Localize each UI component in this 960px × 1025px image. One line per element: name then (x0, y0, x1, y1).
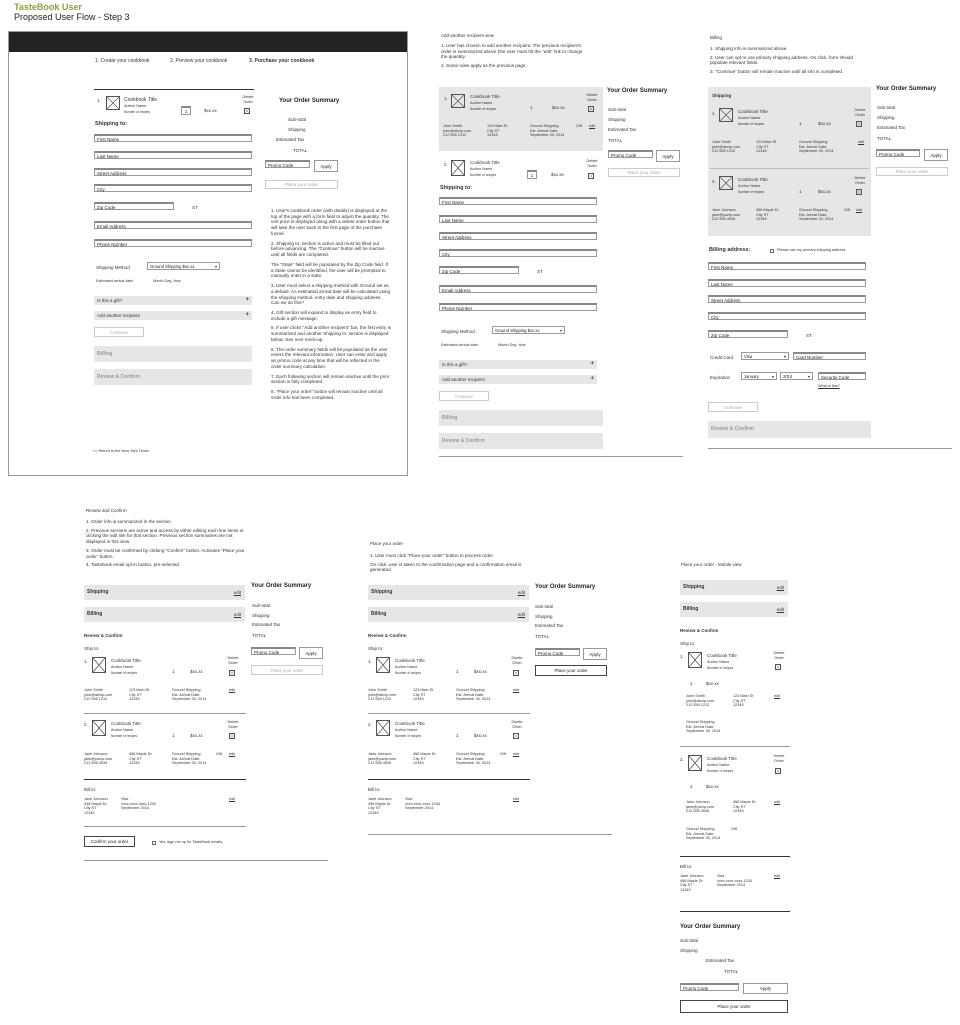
edit-link[interactable]: edit (229, 752, 236, 756)
add-recipient-accordion[interactable]: Add another recipient + (94, 311, 252, 320)
card-number-field[interactable]: Card Number (793, 352, 866, 360)
author-name: Author Name (124, 104, 147, 108)
shipping-to-heading: Shipping to: (95, 121, 128, 127)
order-summary-title: Your Order Summary (279, 98, 340, 104)
review-confirm-section[interactable]: Review & Confirm (439, 433, 603, 449)
top-nav-bar (9, 32, 407, 52)
delete-order-icon[interactable] (775, 664, 781, 670)
panel2-heading: Add another recipient view (441, 33, 495, 38)
shipping-section[interactable]: Shipping edit (84, 585, 245, 600)
step-3-active: 3. Purchase your cookbook (249, 58, 315, 64)
city-field[interactable]: City (708, 312, 866, 320)
cookbook-thumbnail (376, 657, 390, 673)
city-field[interactable]: City (94, 184, 252, 192)
step-1: 1. Create your cookbook (95, 58, 150, 64)
app-title: TasteBook User (14, 2, 82, 12)
email-field[interactable]: Email Address (94, 221, 252, 229)
page-subtitle: Proposed User Flow - Step 3 (14, 12, 130, 22)
billing-section[interactable]: Billing edit (368, 607, 529, 622)
delete-order-icon[interactable] (513, 733, 519, 739)
delete-order-icon[interactable] (513, 670, 519, 676)
edit-link[interactable]: edit (513, 688, 520, 692)
annotation-notes: 1. User's cookbook order (with details) is displayed at the top of the page with a form field to adjust the quantity. The unit price is displayed along with a delete order button that will take the user back to the first page of the purchase funnel. 2. Shipping to: section is active and must be filled out before advancing. The "Continue" button will be inactive until all fields are completed. The "State" field will be populated by the Zip Code field. If a State cannot be identified, the user will be prompted to manually enter in a state. 3. User must select a shipping method with Ground set as a default. An estimated arrival date will be calculated using the shipping method, entry date and shipping address. Can we do this? 4. Gift section will expand to display an entry field to include a gift message. 5. If user clicks "Add another recipient" bar, the first entry is summarized and another Shipping to: section is displayed below. See next mock-up. 6. The order summary fields will be populated as the user enters the relevant information. User can enter and apply an promo code at any time that will be reflected in the order summary calculation. 7. Each following section will remain inactive until the prior section is fully completed. 8. "Place your order" button will remain inactive until all order info has been completed. (271, 208, 391, 400)
last-name-field[interactable]: Last Name (708, 279, 866, 287)
delete-order-icon[interactable] (588, 173, 594, 179)
gift-accordion[interactable]: Is this a gift? + (439, 360, 597, 369)
city-field[interactable]: City (439, 249, 597, 257)
billing-address-heading: Billing address: (709, 247, 751, 253)
place-order-button[interactable]: Place your order (251, 665, 323, 675)
promo-code-input[interactable]: Promo Code (876, 149, 920, 157)
edit-link[interactable]: edit (858, 140, 865, 144)
last-name-field[interactable]: Last Name (94, 151, 252, 159)
cookbook-thumbnail (92, 657, 106, 673)
street-address-field[interactable]: Street Address (708, 295, 866, 303)
promo-code-input[interactable]: Promo Code (265, 160, 310, 168)
review-confirm-section[interactable]: Review & Confirm (708, 421, 871, 438)
edit-link[interactable]: edit (233, 612, 241, 617)
promo-code-input[interactable]: Promo Code (251, 647, 296, 655)
email-optin-checkbox[interactable] (152, 841, 156, 845)
apply-button[interactable]: Apply (583, 648, 607, 660)
first-name-field[interactable]: First Name (439, 197, 597, 205)
step-2: 2. Preview your cookbook (170, 58, 228, 64)
chevron-down-icon: ▾ (559, 328, 562, 333)
card-type-select[interactable]: Visa ▾ (741, 352, 789, 360)
billing-section[interactable]: Billing edit (680, 602, 788, 617)
edit-link[interactable]: edit (776, 607, 784, 612)
zip-code-field[interactable]: Zip Code (708, 330, 788, 338)
what-is-this-link[interactable]: What is this? (818, 384, 840, 388)
arrival-label: Estimated arrival date: (96, 279, 134, 283)
delete-order-icon[interactable] (244, 108, 250, 114)
cookbook-thumbnail (688, 755, 702, 771)
billing-section[interactable]: Billing (439, 410, 603, 426)
plus-icon: + (245, 297, 249, 303)
promo-code-input[interactable]: Promo Code (680, 983, 739, 991)
delete-order-label: Delete Order (242, 95, 254, 104)
exp-month-select[interactable]: January ▾ (741, 372, 777, 380)
zip-code-field[interactable]: Zip Code (94, 202, 174, 210)
recipe-count: Number of recipes (124, 110, 151, 114)
edit-link[interactable]: edit (774, 874, 781, 878)
edit-link[interactable]: edit (517, 590, 525, 595)
use-primary-checkbox[interactable] (770, 249, 774, 253)
place-order-button[interactable]: Place your order (876, 167, 948, 176)
plus-icon: + (590, 361, 594, 367)
cookbook-thumbnail (106, 96, 120, 110)
phone-field[interactable]: Phone Number (94, 239, 252, 247)
cookbook-thumbnail (376, 720, 390, 736)
confirm-order-button[interactable]: Confirm your order (84, 836, 135, 847)
plus-icon: + (590, 376, 594, 382)
chevron-down-icon: ▾ (771, 374, 774, 379)
chevron-down-icon: ▾ (214, 264, 217, 269)
quantity-input[interactable]: 1 (527, 170, 537, 179)
edit-link[interactable]: edit (856, 208, 863, 212)
shipping-method-label: Shipping Method (96, 265, 130, 270)
exp-year-select[interactable]: 2014 ▾ (780, 372, 813, 380)
first-name-field[interactable]: First Name (94, 134, 252, 142)
cookbook-thumbnail (451, 94, 465, 108)
quantity-input[interactable]: 1 (181, 106, 191, 115)
continue-button[interactable]: Continue (439, 391, 489, 401)
promo-code-input[interactable]: Promo Code (608, 150, 653, 158)
security-code-field[interactable]: Security Code (818, 372, 866, 380)
add-recipient-accordion[interactable]: Add another recipient + (439, 375, 597, 384)
edit-link[interactable]: edit (513, 797, 520, 801)
continue-button[interactable]: Continue (708, 402, 758, 412)
apply-button[interactable]: Apply (314, 160, 338, 172)
cookbook-thumbnail (719, 108, 733, 122)
street-address-field[interactable]: Street Address (94, 168, 252, 176)
place-order-button[interactable]: Place your order (608, 168, 680, 177)
promo-code-input[interactable]: Promo Code (535, 648, 580, 656)
shipping-method-select[interactable]: Ground Shipping $xx.xx ▾ (492, 326, 565, 334)
state-display: ST (192, 205, 198, 210)
chevron-down-icon: ▾ (807, 374, 810, 379)
edit-link[interactable]: edit (229, 797, 236, 801)
cookbook-title: Cookbook Title (124, 97, 158, 103)
cookbook-thumbnail (688, 652, 702, 668)
edit-link[interactable]: edit (774, 694, 781, 698)
place-order-button[interactable]: Place your order (680, 1000, 788, 1013)
apply-button[interactable]: Apply (299, 647, 323, 659)
delete-order-icon[interactable] (775, 768, 781, 774)
plus-icon: + (245, 312, 249, 318)
edit-link[interactable]: edit (774, 800, 781, 804)
apply-button[interactable]: Apply (743, 983, 788, 994)
edit-link[interactable]: edit (513, 752, 520, 756)
shipping-section[interactable]: Shipping edit (680, 580, 788, 595)
chevron-down-icon: ▾ (783, 354, 786, 359)
delete-order-icon[interactable] (229, 733, 235, 739)
cookbook-thumbnail (719, 176, 733, 190)
edit-link[interactable]: edit (589, 124, 596, 128)
zip-code-field[interactable]: Zip Code (439, 266, 519, 274)
place-order-button[interactable]: Place your order (265, 180, 338, 189)
delete-order-icon[interactable] (856, 121, 862, 127)
email-field[interactable]: Email Address (439, 285, 597, 293)
place-order-button[interactable]: Place your order (535, 665, 607, 676)
street-address-field[interactable]: Street Address (439, 232, 597, 240)
shipping-section[interactable]: Shipping edit (368, 585, 529, 600)
arrival-value: Month Day, Year (153, 279, 181, 283)
gift-accordion[interactable]: Is this a gift? + (94, 296, 252, 305)
delete-order-icon[interactable] (229, 670, 235, 676)
edit-link[interactable]: edit (776, 585, 784, 590)
edit-link[interactable]: edit (233, 590, 241, 595)
review-confirm-section[interactable]: Review & Confirm (94, 369, 252, 385)
billing-section[interactable]: Billing (94, 346, 252, 362)
unit-price: $xx.xx (204, 108, 217, 113)
billing-section[interactable]: Billing edit (84, 607, 245, 622)
phone-field[interactable]: Phone Number (439, 303, 597, 311)
return-link[interactable]: << Return to the New York Times (93, 449, 149, 453)
delete-order-icon[interactable] (856, 189, 862, 195)
edit-link[interactable]: edit (229, 688, 236, 692)
apply-button[interactable]: Apply (924, 149, 948, 161)
first-name-field[interactable]: First Name (708, 262, 866, 270)
cookbook-thumbnail (92, 720, 106, 736)
continue-button[interactable]: Continue (94, 327, 144, 337)
edit-link[interactable]: edit (517, 612, 525, 617)
cookbook-thumbnail (451, 160, 465, 176)
last-name-field[interactable]: Last Name (439, 215, 597, 223)
delete-order-icon[interactable] (588, 106, 594, 112)
shipping-method-select[interactable]: Ground Shipping $xx.xx ▾ (147, 262, 220, 270)
apply-button[interactable]: Apply (656, 150, 680, 162)
